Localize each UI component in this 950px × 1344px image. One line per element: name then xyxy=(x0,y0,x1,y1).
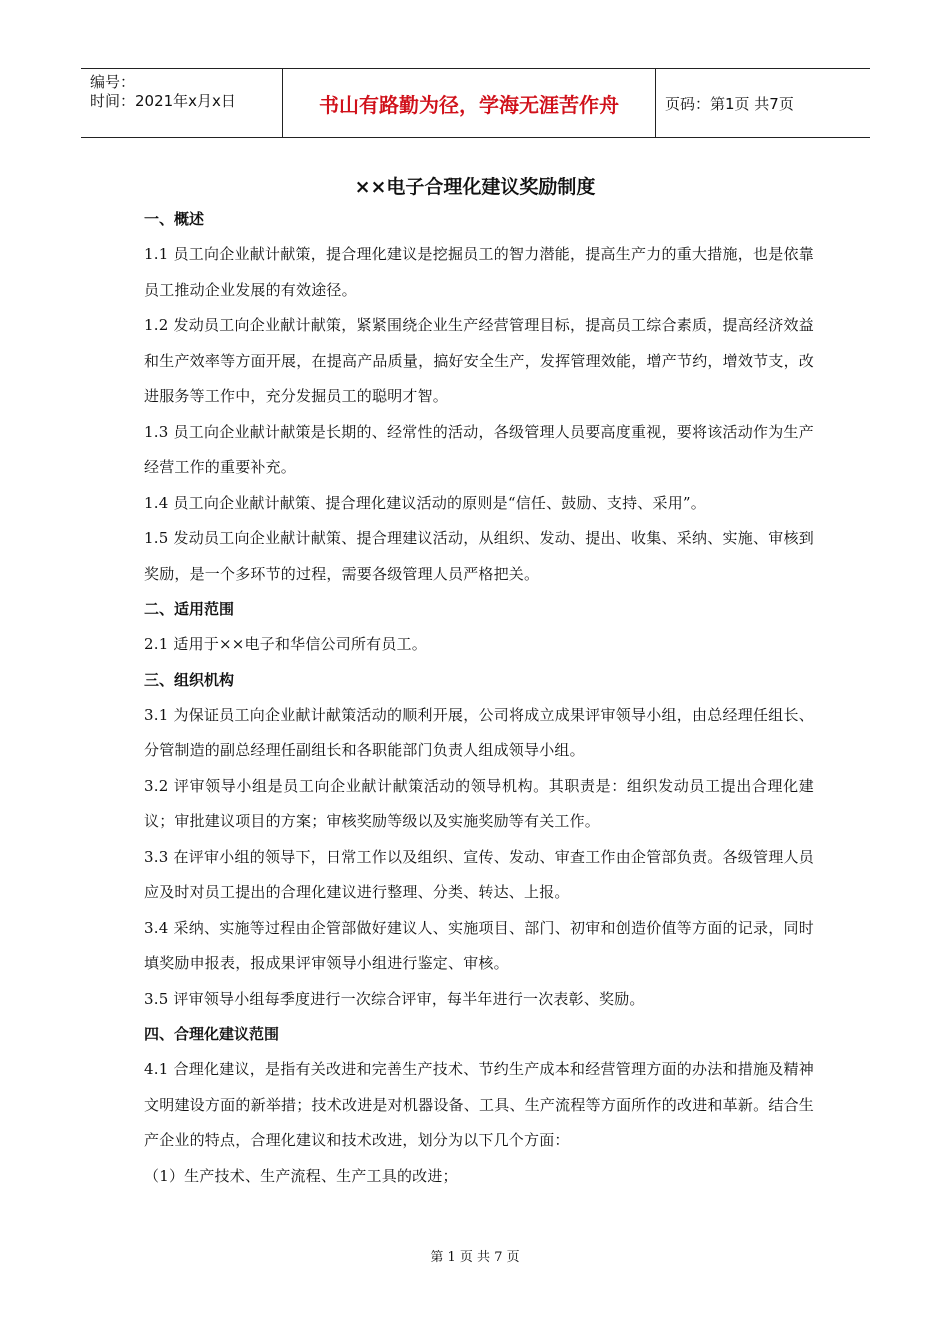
header-motto: 书山有路勤为径，学海无涯苦作舟 xyxy=(282,69,656,137)
section-heading: 一、概述 xyxy=(144,210,205,228)
paragraph: 1.2 发动员工向企业献计献策，紧紧围绕企业生产经营管理目标，提高员工综合素质，提高经济效益和生产效率等方面开展，在提高产品质量，搞好安全生产，发挥管理效能，增产节约，增效节支，改进服务等工作中，充分发掘员工的聪明才智。 xyxy=(144,316,814,405)
paragraph: （1）生产技术、生产流程、生产工具的改进； xyxy=(144,1166,458,1185)
paragraph: 3.2 评审领导小组是员工向企业献计献策活动的领导机构。其职责是：组织发动员工提出合理化建议；审批建议项目的方案；审核奖励等级以及实施奖励等有关工作。 xyxy=(144,776,814,830)
page-footer: 第 1 页 共 7 页 xyxy=(430,1250,520,1265)
paragraph: 4.1 合理化建议，是指有关改进和完善生产技术、节约生产成本和经营管理方面的办法和措施及精神文明建设方面的新举措；技术改进是对机器设备、工具、生产流程等方面所作的改进和革新。结合生产企业的特点，合理化建议和技术改进，划分为以下几个方面： xyxy=(144,1060,814,1149)
paragraph: 1.1 员工向企业献计献策，提合理化建议是挖掘员工的智力潜能，提高生产力的重大措施，也是依靠员工推动企业发展的有效途径。 xyxy=(144,245,814,299)
section-heading: 三、组织机构 xyxy=(144,670,235,689)
header-page-info: 页码：第1页 共7页 xyxy=(665,94,794,113)
section-heading: 二、适用范围 xyxy=(144,600,235,618)
paragraph: 3.5 评审领导小组每季度进行一次综合评审，每半年进行一次表彰、奖励。 xyxy=(144,989,645,1008)
header-left-cell xyxy=(81,69,282,137)
paragraph: 1.4 员工向企业献计献策、提合理化建议活动的原则是“信任、鼓励、支持、采用”。 xyxy=(144,493,706,512)
section-heading: 四、合理化建议范围 xyxy=(144,1025,280,1043)
paragraph: 3.1 为保证员工向企业献计献策活动的顺利开展，公司将成立成果评审领导小组，由总经理任组长、分管制造的副总经理任副组长和各职能部门负责人组成领导小组。 xyxy=(144,705,814,759)
header-table xyxy=(81,68,870,138)
paragraph: 1.3 员工向企业献计献策是长期的、经常性的活动，各级管理人员要高度重视，要将该活动作为生产经营工作的重要补充。 xyxy=(144,422,814,476)
document-date: 时间：2021年x月x日 xyxy=(90,92,236,110)
paragraph: 1.5 发动员工向企业献计献策、提合理建议活动，从组织、发动、提出、收集、采纳、实施、审核到奖励，是一个多环节的过程，需要各级管理人员严格把关。 xyxy=(144,529,814,583)
paragraph: 3.4 采纳、实施等过程由企管部做好建议人、实施项目、部门、初审和创造价值等方面的记录，同时填奖励申报表，报成果评审领导小组进行鉴定、审核。 xyxy=(144,918,814,972)
document-title: ××电子合理化建议奖励制度 xyxy=(354,176,596,198)
paragraph: 3.3 在评审小组的领导下，日常工作以及组织、宣传、发动、审查工作由企管部负责。各级管理人员应及时对员工提出的合理化建议进行整理、分类、转达、上报。 xyxy=(144,847,814,901)
paragraph: 2.1 适用于××电子和华信公司所有员工。 xyxy=(144,635,427,653)
document-number-label: 编号： xyxy=(90,73,136,91)
document-body xyxy=(144,202,814,1194)
